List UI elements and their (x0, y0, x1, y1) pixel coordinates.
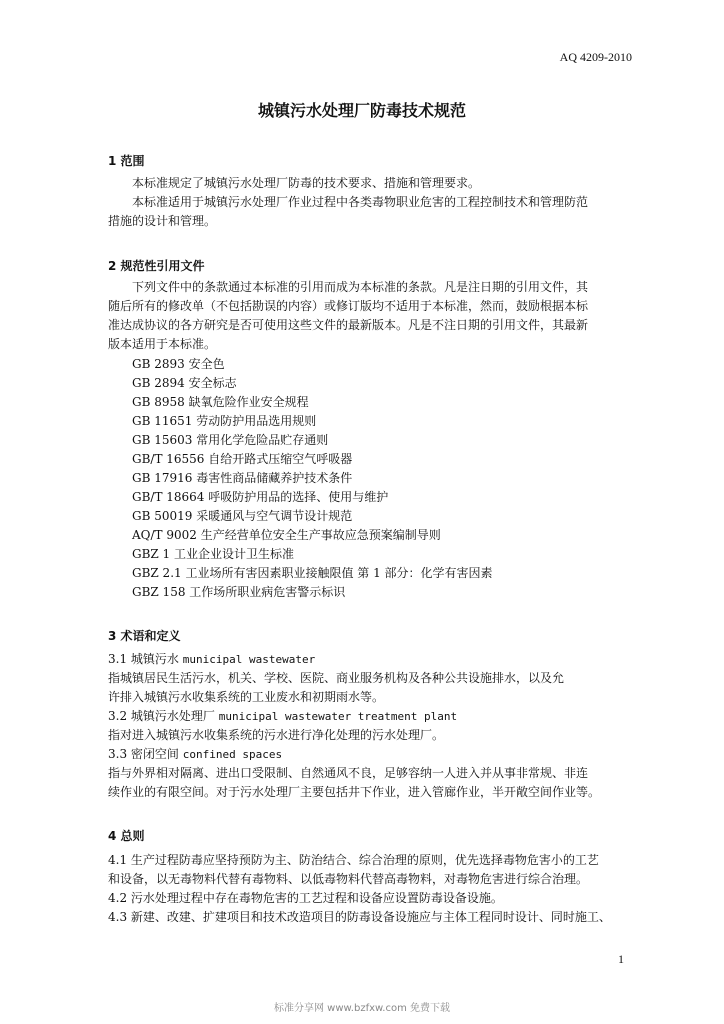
section-3-heading: 3 术语和定义 (108, 629, 181, 643)
reference-item: GBZ 158 工作场所职业病危害警示标识 (132, 585, 346, 599)
term-3-1-definition-line-1: 指城镇居民生活污水，机关、学校、医院、商业服务机构及各种公共设施排水，以及允 (108, 671, 565, 685)
term-3-3 (108, 745, 282, 764)
section-2-line-3: 准达成协议的各方研究是否可使用这些文件的最新版本。凡是不注日期的引用文件，其最新 (108, 318, 589, 332)
reference-item: GB 2893 安全色 (132, 357, 225, 371)
reference-item: GB/T 18664 呼吸防护用品的选择、使用与维护 (132, 490, 389, 504)
section-1-heading: 1 范围 (108, 154, 145, 168)
term-3-3-definition-line-1: 指与外界相对隔离、进出口受限制、自然通风不良，足够容纳一人进入并从事非常规、非连 (108, 766, 589, 780)
section-2-line-1: 下列文件中的条款通过本标准的引用而成为本标准的条款。凡是注日期的引用文件，其 (132, 280, 589, 294)
term-3-1 (108, 650, 315, 669)
reference-item: AQ/T 9002 生产经营单位安全生产事故应急预案编制导则 (132, 528, 441, 542)
term-3-2-english: municipal wastewater treatment plant (218, 710, 458, 723)
term-3-1-label: 3.1 城镇污水 (108, 652, 179, 666)
standard-number: AQ 4209-2010 (559, 50, 632, 64)
reference-item: GB 11651 劳动防护用品选用规则 (132, 414, 317, 428)
term-3-1-definition-line-2: 许排入城镇污水收集系统的工业废水和初期雨水等。 (108, 690, 385, 704)
term-3-2 (108, 707, 457, 726)
term-3-2-label: 3.2 城镇污水处理厂 (108, 709, 215, 723)
document-title: 城镇污水处理厂防毒技术规范 (257, 101, 466, 120)
term-3-1-english: municipal wastewater (182, 653, 316, 666)
reference-item: GB 15603 常用化学危险品贮存通则 (132, 433, 329, 447)
clause-4-1-line-2: 和设备，以无毒物料代替有毒物料、以低毒物料代替高毒物料，对毒物危害进行综合治理。 (108, 872, 589, 886)
reference-item: GBZ 1 工业企业设计卫生标准 (132, 547, 295, 561)
section-4-heading: 4 总则 (108, 829, 145, 843)
clause-4-3-line-1: 4.3 新建、改建、扩建项目和技术改造项目的防毒设备设施应与主体工程同时设计、同时施工、 (108, 910, 611, 924)
term-3-3-definition-line-2: 续作业的有限空间。对于污水处理厂主要包括井下作业，进入管廊作业，半开敞空间作业等。 (108, 785, 601, 799)
clause-4-1-line-1: 4.1 生产过程防毒应坚持预防为主、防治结合、综合治理的原则，优先选择毒物危害小的工艺 (108, 853, 599, 867)
footer-watermark[interactable]: 标准分享网 www.bzfxw.com 免费下载 (274, 1003, 450, 1014)
section-1-paragraph-2-line-1: 本标准适用于城镇污水处理厂作业过程中各类毒物职业危害的工程控制技术和管理防范 (132, 195, 589, 209)
reference-item: GB 17916 毒害性商品储藏养护技术条件 (132, 471, 353, 485)
page-number: 1 (618, 952, 624, 966)
term-3-3-label: 3.3 密闭空间 (108, 747, 179, 761)
section-2-line-4: 版本适用于本标准。 (108, 337, 217, 351)
section-1-paragraph-2-line-2: 措施的设计和管理。 (108, 214, 217, 228)
term-3-3-english: confined spaces (182, 748, 283, 761)
reference-item: GB 8958 缺氧危险作业安全规程 (132, 395, 309, 409)
reference-item: GB/T 16556 自给开路式压缩空气呼吸器 (132, 452, 353, 466)
section-1-paragraph-1: 本标准规定了城镇污水处理厂防毒的技术要求、措施和管理要求。 (132, 176, 481, 190)
reference-item: GB 50019 采暖通风与空气调节设计规范 (132, 509, 353, 523)
reference-item: GBZ 2.1 工业场所有害因素职业接触限值 第 1 部分：化学有害因素 (132, 566, 493, 580)
term-3-2-definition: 指对进入城镇污水收集系统的污水进行净化处理的污水处理厂。 (108, 728, 445, 742)
clause-4-2: 4.2 污水处理过程中存在毒物危害的工艺过程和设备应设置防毒设备设施。 (108, 891, 503, 905)
section-2-heading: 2 规范性引用文件 (108, 259, 205, 273)
section-2-line-2: 随后所有的修改单（不包括勘误的内容）或修订版均不适用于本标准，然而，鼓励根据本标 (108, 299, 589, 313)
reference-item: GB 2894 安全标志 (132, 376, 237, 390)
